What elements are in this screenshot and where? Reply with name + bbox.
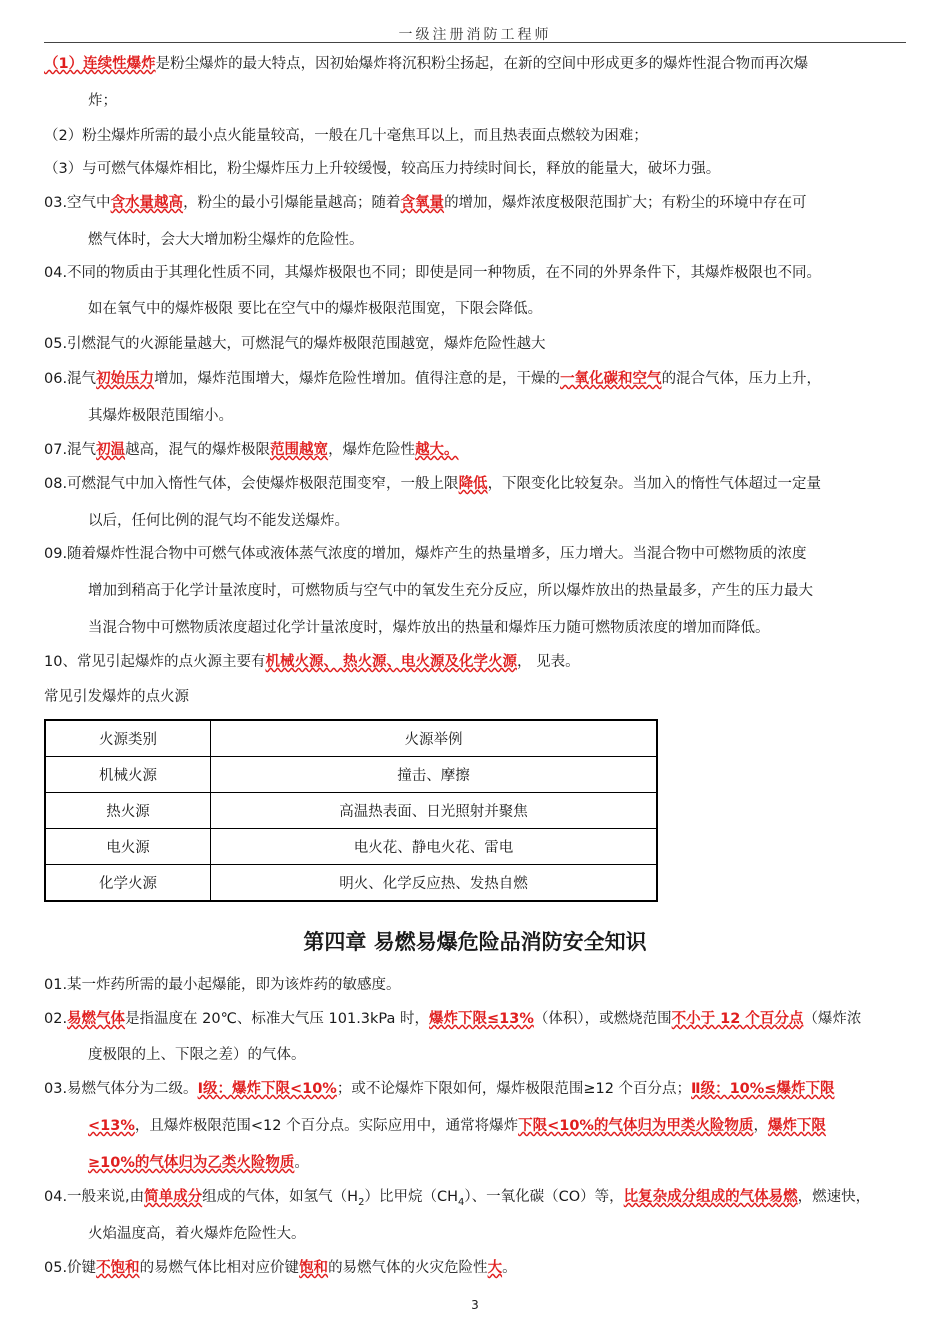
ch4-item-02-cont: 度极限的上、下限之差）的气体。 xyxy=(88,1047,306,1063)
item-09-cont-1: 增加到稍高于化学计量浓度时，可燃物质与空气中的氧发生充分反应，所以爆炸放出的热量最多，产生的压力最大 xyxy=(88,583,813,599)
table-header-cell: 火源类别 xyxy=(45,720,211,757)
ch4-item-03: 03.易燃气体分为二级。Ⅰ级：爆炸下限<10%；或不论爆炸下限如何，爆炸极限范围≥12 个百分点；Ⅱ级：10%≤爆炸下限 xyxy=(44,1081,835,1097)
table-header-row xyxy=(45,720,657,757)
item-04: 04.不同的物质由于其理化性质不同，其爆炸极限也不同；即使是同一种物质，在不同的外界条件下，其爆炸极限也不同。 xyxy=(44,265,822,281)
ch4-item-01: 01.某一炸药所需的最小起爆能，即为该炸药的敏感度。 xyxy=(44,977,401,993)
item-10: 10、常见引起爆炸的点火源主要有机械火源、 热火源、电火源及化学火源， 见表。 xyxy=(44,654,580,670)
table-caption: 常见引发爆炸的点火源 xyxy=(44,689,189,705)
para-1-cont: 炸； xyxy=(88,93,117,109)
table-cell: 高温热表面、日光照射并聚焦 xyxy=(211,793,658,829)
item-04-cont: 如在氧气中的爆炸极限 要比在空气中的爆炸极限范围宽，下限会降低。 xyxy=(88,301,543,317)
item-07: 07.混气初温越高，混气的爆炸极限范围越宽，爆炸危险性越大。 xyxy=(44,442,459,458)
item-06-cont: 其爆炸极限范围缩小。 xyxy=(88,408,233,424)
item-03: 03.空气中含水量越高，粉尘的最小引爆能量越高；随着含氧量的增加，爆炸浓度极限范围扩大；有粉尘的环境中存在可 xyxy=(44,195,807,211)
item-06: 06.混气初始压力增加，爆炸范围增大，爆炸危险性增加。值得注意的是，干燥的一氧化碳和空气的混合气体，压力上升， xyxy=(44,371,822,387)
ch4-item-05: 05.价键不饱和的易燃气体比相对应价键饱和的易燃气体的火灾危险性大。 xyxy=(44,1260,517,1276)
table-cell: 机械火源 xyxy=(45,757,211,793)
table-cell: 电火源 xyxy=(45,829,211,865)
item-03-cont: 燃气体时，会大大增加粉尘爆炸的危险性。 xyxy=(88,232,364,248)
para-2: （2）粉尘爆炸所需的最小点火能量较高，一般在几十毫焦耳以上，而且热表面点燃较为困难； xyxy=(44,128,648,144)
table-cell: 明火、化学反应热、发热自燃 xyxy=(211,865,658,902)
item-08-cont: 以后，任何比例的混气均不能发送爆炸。 xyxy=(88,513,349,529)
page-number: 3 xyxy=(471,1298,479,1312)
table-row xyxy=(45,829,657,865)
table-row xyxy=(45,865,657,902)
ch4-item-04-cont: 火焰温度高，着火爆炸危险性大。 xyxy=(88,1226,306,1242)
para-3: （3）与可燃气体爆炸相比，粉尘爆炸压力上升较缓慢，较高压力持续时间长，释放的能量大，破坏力强。 xyxy=(44,161,721,177)
page-header: 一级注册消防工程师 xyxy=(398,27,552,43)
item-09: 09.随着爆炸性混合物中可燃气体或液体蒸气浓度的增加，爆炸产生的热量增多，压力增大。当混合物中可燃物质的浓度 xyxy=(44,546,807,562)
para-1-line: （1）连续性爆炸是粉尘爆炸的最大特点，因初始爆炸将沉积粉尘扬起，在新的空间中形成更多的爆炸性混合物而再次爆 xyxy=(44,56,809,72)
table-cell: 化学火源 xyxy=(45,865,211,902)
item-09-cont-2: 当混合物中可燃物质浓度超过化学计量浓度时，爆炸放出的热量和爆炸压力随可燃物质浓度的增加而降低。 xyxy=(88,620,770,636)
header-rule xyxy=(44,42,906,43)
item-08: 08.可燃混气中加入惰性气体，会使爆炸极限范围变窄，一般上限降低，下限变化比较复杂。当加入的惰性气体超过一定量 xyxy=(44,476,822,492)
chapter-title: 第四章 易燃易爆危险品消防安全知识 xyxy=(303,930,647,954)
table-row xyxy=(45,793,657,829)
ch4-item-03-cont-2: ≥10%的气体归为乙类火险物质。 xyxy=(88,1155,309,1171)
table-row xyxy=(45,757,657,793)
table-cell: 电火花、静电火花、雷电 xyxy=(211,829,658,865)
ch4-item-03-cont-1: <13%，且爆炸极限范围<12 个百分点。实际应用中，通常将爆炸下限<10%的气体归为甲类火险物质，爆炸下限 xyxy=(88,1118,826,1134)
table-cell: 撞击、摩擦 xyxy=(211,757,658,793)
ch4-item-04: 04.一般来说,由简单成分组成的气体，如氢气$(H_2)$比甲烷$(CH_4)$、一氧化碳（CO）等，比复杂成分组成的气体易燃，燃速快， xyxy=(44,1189,871,1208)
item-05: 05.引燃混气的火源能量越大，可燃混气的爆炸极限范围越宽，爆炸危险性越大 xyxy=(44,336,546,352)
table-header-cell: 火源举例 xyxy=(211,720,658,757)
ignition-source-table xyxy=(44,719,658,902)
ch4-item-02: 02.易燃气体是指温度在 20℃、标准大气压 101.3kPa 时，爆炸下限≤13%（体积），或燃烧范围不小于 12 个百分点（爆炸浓 xyxy=(44,1011,862,1027)
table-cell: 热火源 xyxy=(45,793,211,829)
